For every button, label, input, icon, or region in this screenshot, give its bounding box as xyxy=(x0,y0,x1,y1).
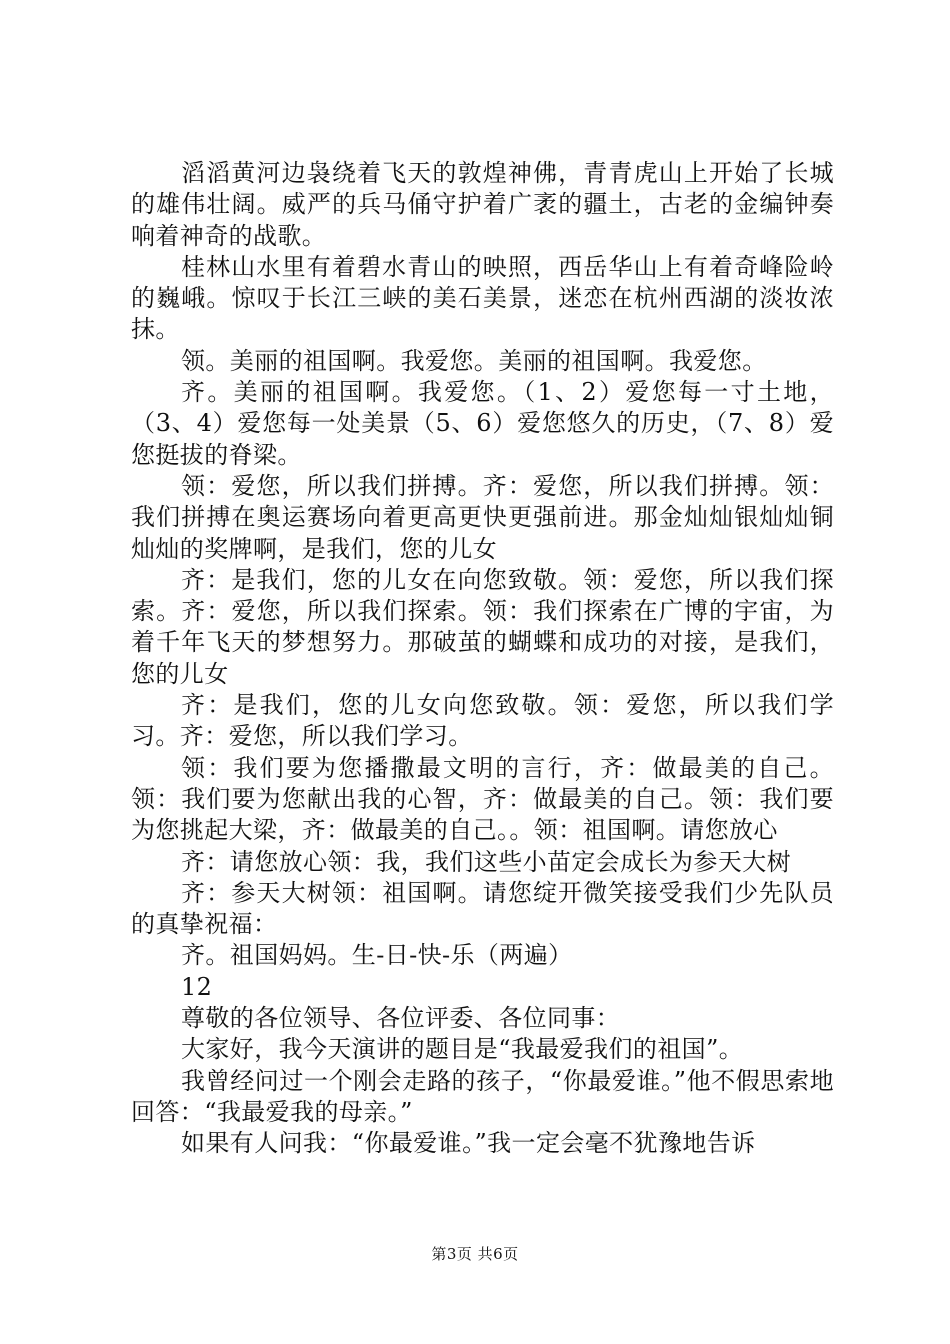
paragraph: 齐：参天大树领：祖国啊。请您绽开微笑接受我们少先队员的真挚祝福： xyxy=(131,878,834,939)
page-number-label: 第3页 共6页 xyxy=(431,1245,519,1263)
paragraph: 大家好，我今天演讲的题目是“我最爱我们的祖国”。 xyxy=(181,1035,744,1064)
paragraph: 齐：是我们，您的儿女向您致敬。领：爱您，所以我们学习。齐：爱您，所以我们学习。 xyxy=(131,691,834,751)
document-body xyxy=(131,158,834,1160)
paragraph: 领：爱您，所以我们拼搏。齐：爱您，所以我们拼搏。领：我们拼搏在奥运赛场向着更高更快更强前进。那金灿灿银灿灿铜灿灿的奖牌啊，是我们，您的儿女 xyxy=(131,471,834,563)
page-footer xyxy=(0,1244,950,1264)
paragraph: 领：我们要为您播撒最文明的言行，齐：做最美的自己。领：我们要为您献出我的心智，齐：做最美的自己。领：我们要为您挑起大梁，齐：做最美的自己。。领：祖国啊。请您放心 xyxy=(131,753,834,845)
paragraph: 桂林山水里有着碧水青山的映照，西岳华山上有着奇峰险岭的巍峨。惊叹于长江三峡的美石美景，迷恋在杭州西湖的淡妆浓抹。 xyxy=(131,252,834,344)
paragraph: 滔滔黄河边袅绕着飞天的敦煌神佛，青青虎山上开始了长城的雄伟壮阔。威严的兵马俑守护着广袤的疆土，古老的金编钟奏响着神奇的战歌。 xyxy=(131,159,834,250)
paragraph: 如果有人问我：“你最爱谁。”我一定会毫不犹豫地告诉 xyxy=(181,1129,756,1158)
paragraph: 齐：请您放心领：我，我们这些小苗定会成长为参天大树 xyxy=(181,847,791,876)
paragraph: 领。美丽的祖国啊。我爱您。美丽的祖国啊。我爱您。 xyxy=(181,346,767,375)
paragraph: 齐。美丽的祖国啊。我爱您。（1、2）爱您每一寸土地，（3、4）爱您每一处美景（5、6）爱您悠久的历史，（7、8）爱您挺拔的脊梁。 xyxy=(131,378,834,469)
section-number: 12 xyxy=(181,972,213,1001)
paragraph: 我曾经问过一个刚会走路的孩子，“你最爱谁。”他不假思索地回答：“我最爱我的母亲。” xyxy=(131,1066,834,1126)
paragraph: 齐：是我们，您的儿女在向您致敬。领：爱您，所以我们探索。齐：爱您，所以我们探索。领：我们探索在广博的宇宙，为着千年飞天的梦想努力。那破茧的蝴蝶和成功的对接，是我们，您的儿女 xyxy=(131,565,834,688)
salutation: 尊敬的各位领导、各位评委、各位同事： xyxy=(181,1004,621,1033)
paragraph: 齐。祖国妈妈。生-日-快-乐（两遍） xyxy=(181,941,573,970)
